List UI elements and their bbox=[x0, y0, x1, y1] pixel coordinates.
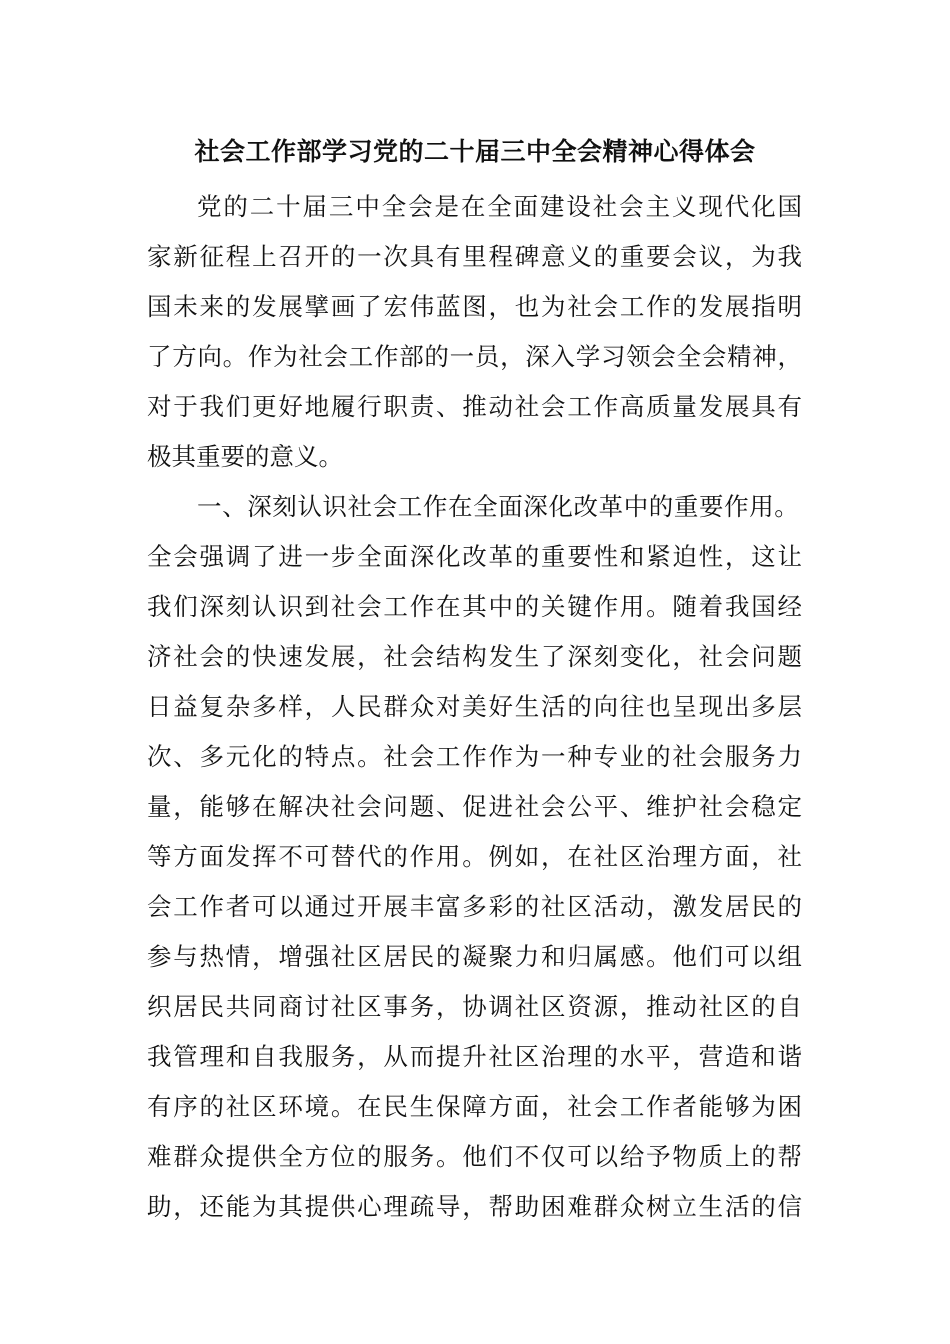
paragraph-2-line-1: 全会强调了进一步全面深化改革的重要性和紧迫性，这让 bbox=[147, 542, 802, 571]
document-title: 社会工作部学习党的二十届三中全会精神心得体会 bbox=[194, 137, 756, 166]
paragraph-2-line-2: 我们深刻认识到社会工作在其中的关键作用。随着我国经 bbox=[147, 592, 802, 621]
paragraph-2-line-13: 难群众提供全方位的服务。他们不仅可以给予物质上的帮 bbox=[147, 1142, 802, 1171]
paragraph-2-line-14: 助，还能为其提供心理疏导，帮助困难群众树立生活的信 bbox=[147, 1192, 802, 1221]
paragraph-1-line-1: 党的二十届三中全会是在全面建设社会主义现代化国 bbox=[197, 192, 802, 221]
paragraph-2-line-7: 等方面发挥不可替代的作用。例如，在社区治理方面，社 bbox=[147, 842, 802, 871]
paragraph-2-line-12: 有序的社区环境。在民生保障方面，社会工作者能够为困 bbox=[147, 1092, 802, 1121]
paragraph-1-line-3: 国未来的发展擘画了宏伟蓝图，也为社会工作的发展指明 bbox=[147, 292, 802, 321]
paragraph-2-line-4: 日益复杂多样，人民群众对美好生活的向往也呈现出多层 bbox=[147, 692, 802, 721]
paragraph-1-line-5: 对于我们更好地履行职责、推动社会工作高质量发展具有 bbox=[147, 392, 802, 421]
section-1-heading: 一、深刻认识社会工作在全面深化改革中的重要作用。 bbox=[197, 492, 800, 521]
paragraph-2-line-6: 量，能够在解决社会问题、促进社会公平、维护社会稳定 bbox=[147, 792, 802, 821]
paragraph-1-line-6: 极其重要的意义。 bbox=[147, 442, 343, 471]
paragraph-2-line-11: 我管理和自我服务，从而提升社区治理的水平，营造和谐 bbox=[147, 1042, 802, 1071]
document-body bbox=[147, 182, 802, 1232]
paragraph-2-line-8: 会工作者可以通过开展丰富多彩的社区活动，激发居民的 bbox=[147, 892, 802, 921]
paragraph-2-line-10: 织居民共同商讨社区事务，协调社区资源，推动社区的自 bbox=[147, 992, 802, 1021]
paragraph-1-line-2: 家新征程上召开的一次具有里程碑意义的重要会议，为我 bbox=[147, 242, 802, 271]
paragraph-1-line-4: 了方向。作为社会工作部的一员，深入学习领会全会精神， bbox=[147, 342, 802, 371]
paragraph-2-line-9: 参与热情，增强社区居民的凝聚力和归属感。他们可以组 bbox=[147, 942, 802, 971]
paragraph-2-line-3: 济社会的快速发展，社会结构发生了深刻变化，社会问题 bbox=[147, 642, 802, 671]
paragraph-2-line-5: 次、多元化的特点。社会工作作为一种专业的社会服务力 bbox=[147, 742, 802, 771]
